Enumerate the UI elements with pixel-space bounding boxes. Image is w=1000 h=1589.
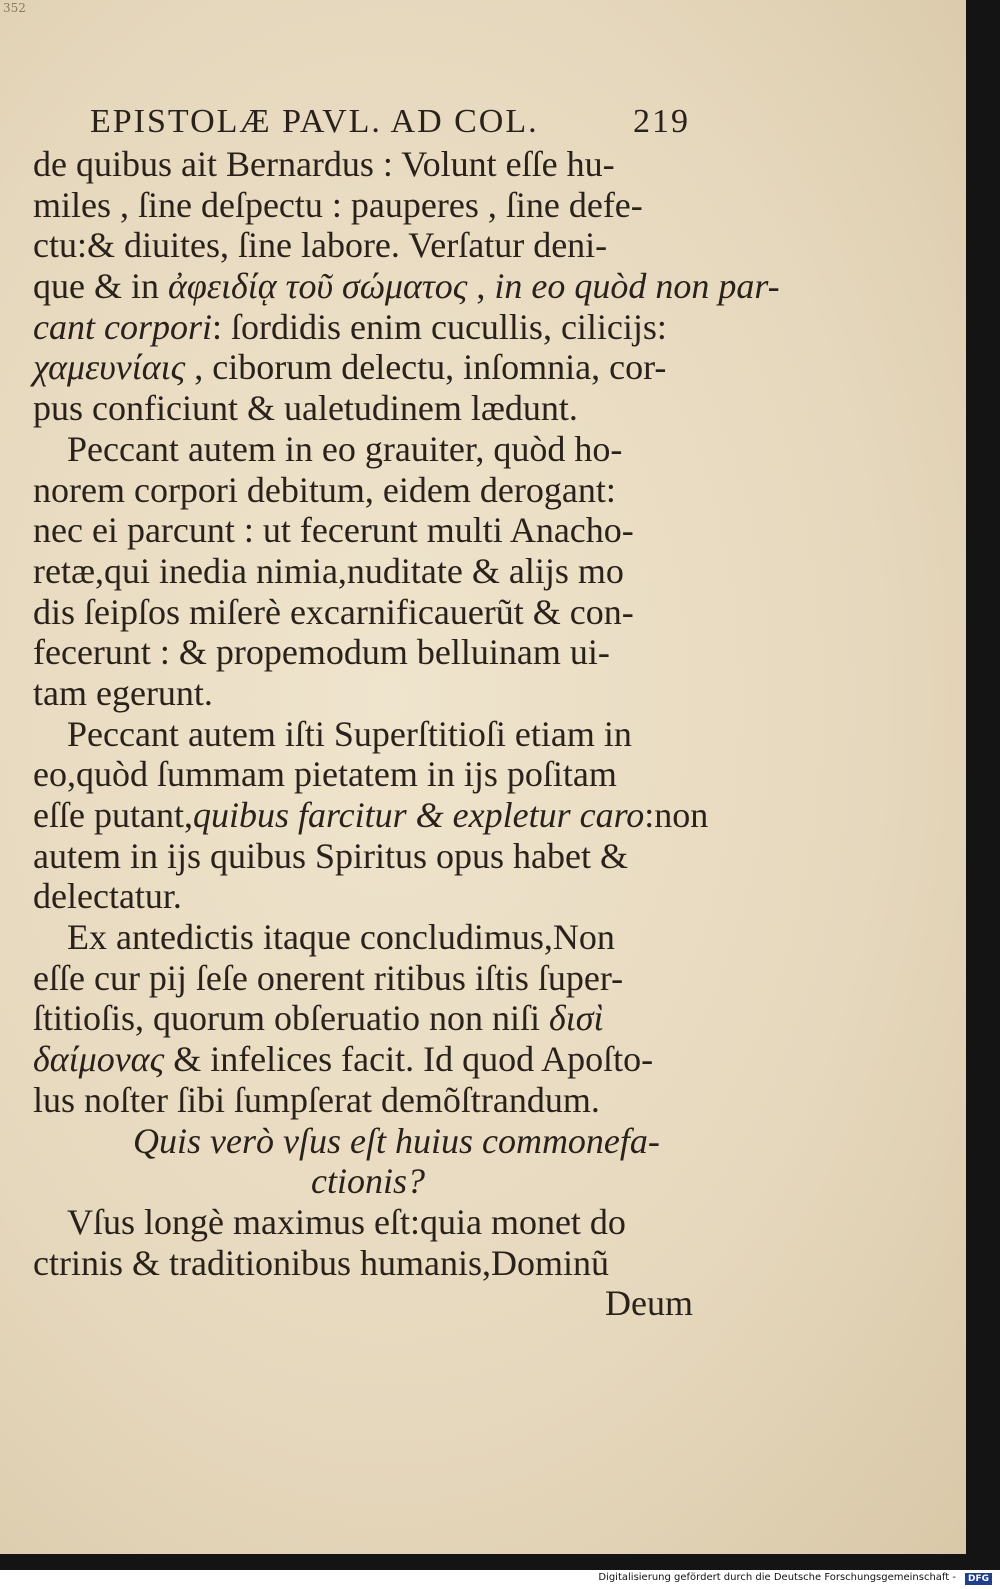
text-segment: nec ei parcunt : ut fecerunt multi Anacho- xyxy=(33,510,634,551)
italic-segment: δισὶ xyxy=(548,998,604,1039)
text-segment: ctu:& diuites, ſine labore. Verſatur deni- xyxy=(33,225,608,266)
italic-segment: Quis verò vſus eſt huius commonefa- xyxy=(133,1120,660,1161)
text-line xyxy=(33,836,693,877)
text-line xyxy=(33,266,780,307)
body-text xyxy=(33,144,780,1324)
text-line xyxy=(33,429,693,470)
dfg-logo: DFG xyxy=(965,1573,992,1585)
italic-segment: ctionis? xyxy=(311,1161,425,1202)
text-line xyxy=(33,795,709,836)
text-segment: , ciborum delectu, inſomnia, cor- xyxy=(185,347,667,388)
italic-segment: χαμευνίαις xyxy=(33,347,186,388)
italic-segment: in eo quòd non par- xyxy=(494,266,780,307)
italic-segment: cant corpori xyxy=(33,306,212,347)
text-segment: ctrinis & traditionibus humanis,Dominũ xyxy=(33,1242,609,1283)
page-number: 219 xyxy=(633,103,690,140)
text-segment: ſtitioſis, quorum obſeruatio non niſi xyxy=(33,998,549,1039)
text-segment: tam egerunt. xyxy=(33,672,213,713)
text-segment: dis ſeipſos miſerè excarnificauerũt & con- xyxy=(33,591,634,632)
text-segment: Vſus longè maximus eſt:quia monet do xyxy=(67,1201,626,1242)
text-segment: de quibus ait Bernardus : Volunt eſſe hu- xyxy=(33,144,615,184)
italic-segment: ἀφειδίᾳ τοῦ σώματος xyxy=(167,266,468,307)
italic-segment: quibus farcitur & expletur caro xyxy=(192,795,645,835)
text-segment: delectatur. xyxy=(33,876,182,917)
text-line xyxy=(33,1243,693,1284)
text-segment: norem corpori debitum, eidem derogant: xyxy=(33,469,616,510)
text-line xyxy=(33,1121,693,1162)
text-segment: , xyxy=(467,266,495,307)
text-segment: que & in xyxy=(33,266,168,307)
text-line xyxy=(33,470,693,511)
text-line xyxy=(33,1161,693,1202)
text-line xyxy=(33,225,693,266)
text-line xyxy=(33,388,693,429)
scan-border-right xyxy=(966,0,1000,1554)
text-line xyxy=(33,632,693,673)
text-segment: lus noſter ſibi ſumpſerat demõſtrandum. xyxy=(33,1079,600,1120)
text-line xyxy=(33,185,693,226)
text-segment: Peccant autem in eo grauiter, quòd ho- xyxy=(67,428,623,469)
text-line xyxy=(33,1283,693,1324)
funding-notice: Digitalisierung gefördert durch die Deutsche Forschungsgemeinschaft - xyxy=(598,1572,956,1583)
text-line xyxy=(33,958,693,999)
text-line xyxy=(33,1039,693,1080)
text-segment: fecerunt : & propemodum belluinam ui- xyxy=(33,632,610,673)
text-line xyxy=(33,754,693,795)
text-line xyxy=(33,307,693,348)
text-line xyxy=(33,592,693,633)
text-line xyxy=(33,876,693,917)
text-line xyxy=(33,510,693,551)
italic-segment: δαίμονας xyxy=(33,1039,165,1080)
text-line xyxy=(33,714,693,755)
text-segment: :non xyxy=(644,795,709,835)
text-line xyxy=(33,1080,693,1121)
text-segment: eſſe cur pij ſeſe onerent ritibus iſtis ſuper- xyxy=(33,957,624,998)
text-line xyxy=(33,347,693,388)
text-segment: Peccant autem iſti Superſtitioſi etiam in xyxy=(67,713,632,754)
text-segment: eo,quòd ſummam pietatem in ijs poſitam xyxy=(33,754,617,795)
text-segment: autem in ijs quibus Spiritus opus habet & xyxy=(33,835,628,876)
text-segment: & infelices facit. Id quod Apoſto- xyxy=(164,1039,654,1080)
text-segment: : ſordidis enim cucullis, cilicijs: xyxy=(211,306,667,347)
text-segment: eſſe putant, xyxy=(33,795,193,835)
text-segment: Ex antedictis itaque concludimus,Non xyxy=(67,917,615,958)
text-line xyxy=(33,998,693,1039)
text-line xyxy=(33,144,693,185)
text-line xyxy=(33,1202,693,1243)
text-line xyxy=(33,917,693,958)
running-head xyxy=(90,103,690,141)
text-line xyxy=(33,551,693,592)
text-segment: pus conficiunt & ualetudinem lædunt. xyxy=(33,388,578,429)
text-line xyxy=(33,673,693,714)
text-segment: Deum xyxy=(605,1283,693,1324)
corner-mark: 352 xyxy=(3,1,26,15)
scan-border-bottom xyxy=(0,1554,1000,1570)
text-segment: retæ,qui inedia nimia,nuditate & alijs mo xyxy=(33,550,624,591)
running-head-title: EPISTOLÆ PAVL. AD COL. xyxy=(90,103,539,140)
text-segment: miles , ſine deſpectu : pauperes , ſine defe- xyxy=(33,184,643,225)
footer-bar xyxy=(0,1570,1000,1589)
